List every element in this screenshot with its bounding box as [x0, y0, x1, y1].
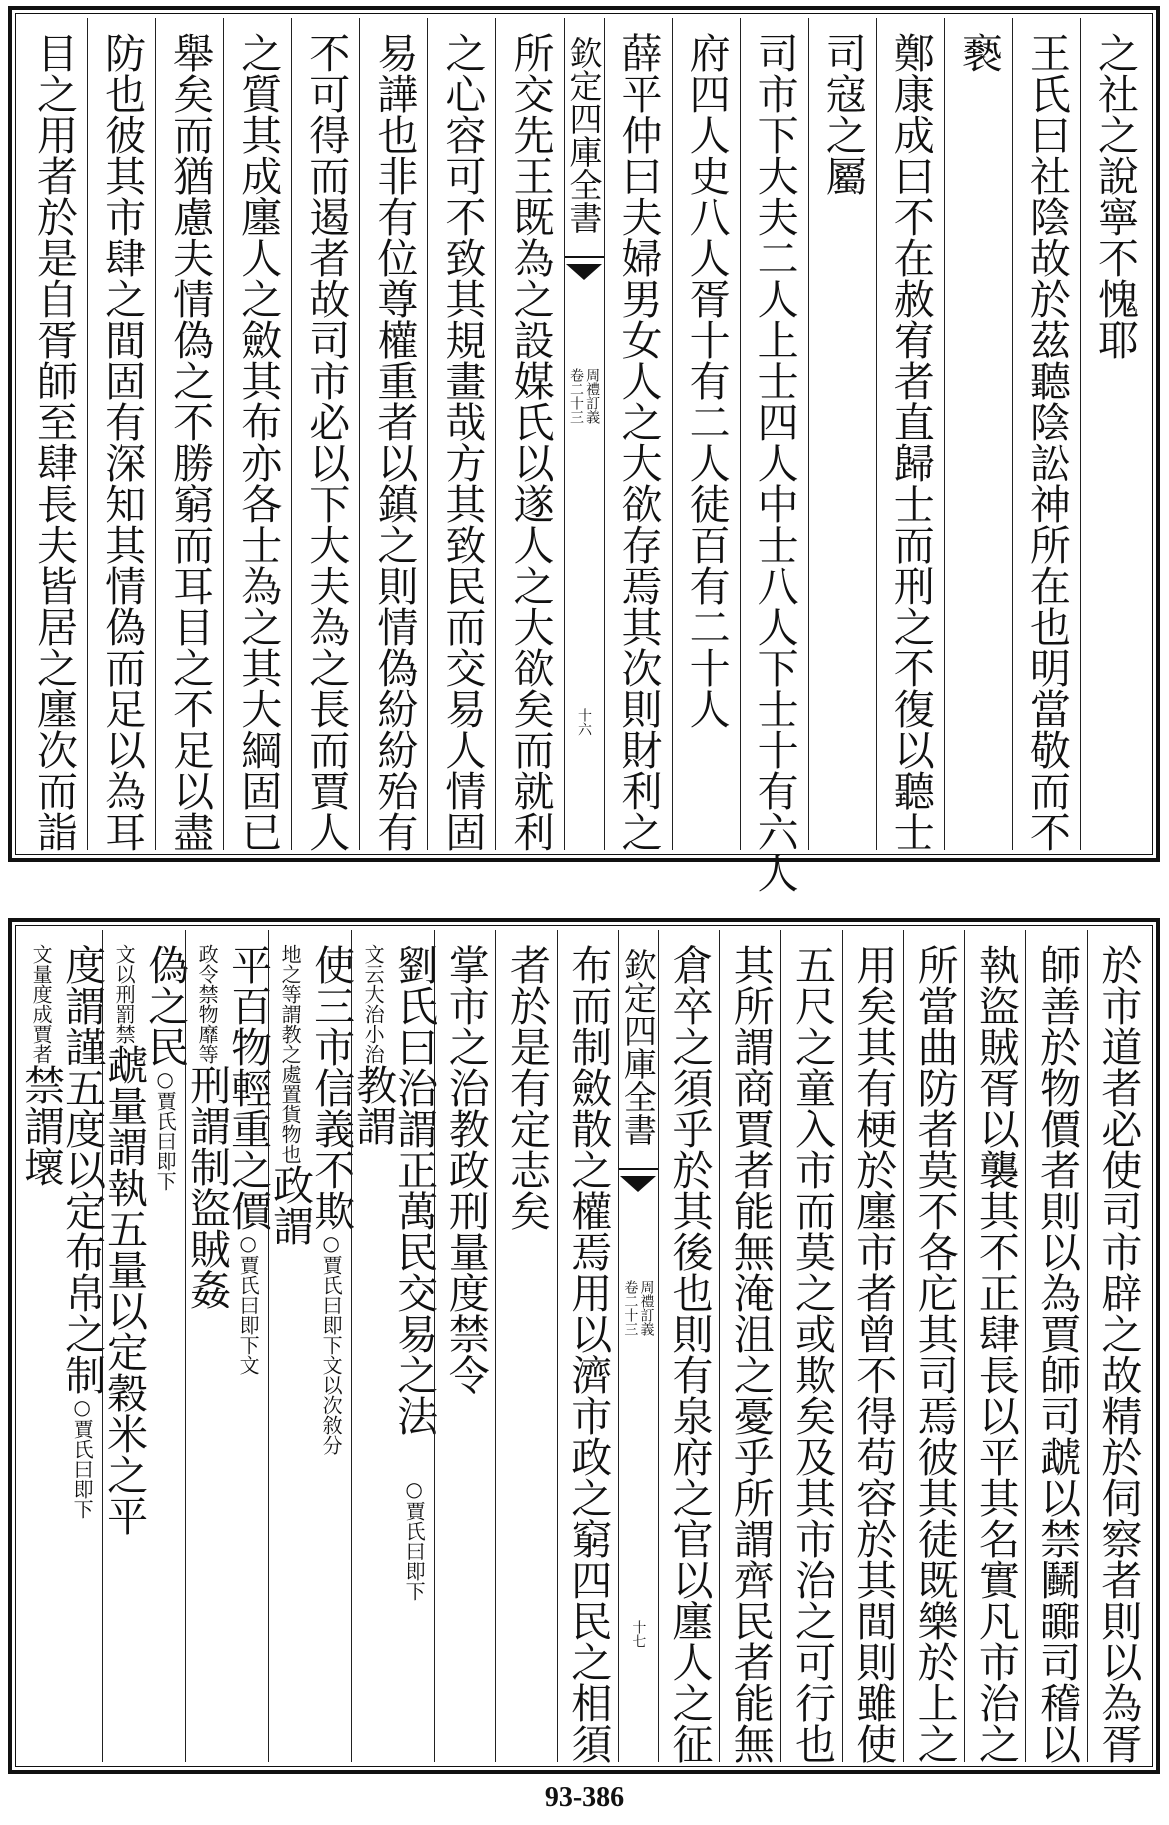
text-column: 掌市之治教政刑量度禁令: [434, 930, 495, 1762]
divider: [619, 1168, 658, 1170]
text-column: 者於是有定志矣: [495, 930, 556, 1762]
text-column: 鄭康成曰不在赦宥者直歸士而刑之不復以聽士: [876, 18, 944, 850]
text-column: 劉氏曰治謂正萬民交易之法○賈氏曰即下 文云大治小治教謂: [351, 930, 434, 1762]
leaf-number: 十七: [630, 1620, 647, 1648]
text-column: 之心容可不致其規畫哉方其致民而交易人情固: [427, 18, 495, 850]
page-footer-number: 93-386: [544, 1782, 625, 1813]
text-column: 倉卒之須乎於其後也則有泉府之官以廛人之征: [658, 930, 719, 1762]
text-column: 偽之民○賈氏曰即下 文以刑罰禁虣量謂執五量以定穀米之平: [102, 930, 185, 1762]
center-fold-column: [618, 930, 658, 1762]
text-column: 之質其成廛人之斂其布亦各士為之其大綱固已: [223, 18, 291, 850]
text-column: 易譁也非有位尊權重者以鎮之則情偽紛紛殆有: [359, 18, 427, 850]
text-column: 王氏曰社陰故於茲聽陰訟神所在也明當敬而不: [1012, 18, 1080, 850]
text-column: 府四人史八人胥十有二人徒百有二十人: [672, 18, 740, 850]
text-column: 所當曲防者莫不各庀其司焉彼其徒既樂於上之: [903, 930, 964, 1762]
collection-title: 欽定四庫全書: [618, 948, 658, 1146]
text-column: 褻: [944, 18, 1012, 850]
text-column: 師善於物價者則以為賈師司虣以禁鬭嚻司稽以: [1025, 930, 1086, 1762]
leaf-number: 十六: [576, 708, 592, 736]
upper-page-columns: [20, 18, 1148, 893]
upper-page: [8, 6, 1160, 893]
center-fold-column: [564, 18, 604, 850]
text-column: 目之用者於是自胥師至肆長夫皆居之廛次而詣: [30, 32, 79, 852]
text-column: 司市下大夫二人上士四人中士八人下士十有六人: [740, 18, 808, 850]
commentary-note: ○賈氏曰即下 文以刑罰禁: [112, 944, 178, 1191]
text-column: 其所謂商賈者能無淹沮之憂乎所謂齊民者能無: [719, 930, 780, 1762]
fishtail-ornament-icon: [566, 264, 602, 280]
text-column: 布而制斂散之權焉用以濟市政之窮四民之相須: [557, 930, 618, 1762]
book-volume-label: 周禮訂義 卷二十三: [622, 1280, 655, 1336]
collection-title: 欽定四庫全書: [564, 36, 604, 234]
commentary-note: ○賈氏曰即下文以次敘分 地之等謂教之處置貨物也: [278, 944, 344, 1455]
lower-page-columns: [17, 930, 1148, 1764]
commentary-note: ○賈氏曰即下文 政令禁物靡等: [195, 944, 261, 1375]
text-column: 平百物輕重之價○賈氏曰即下文 政令禁物靡等刑謂制盜賊姦: [185, 930, 268, 1762]
commentary-note: ○賈氏曰即下 文云大治小治: [361, 944, 427, 1601]
lower-page: [8, 918, 1160, 1774]
text-column: 度謂謹五度以定布帛之制○賈氏曰即下 文量度成賈者禁謂壞: [17, 944, 107, 1519]
fishtail-ornament-icon: [620, 1176, 656, 1192]
text-column: 司寇之屬: [808, 18, 876, 850]
text-column: 薛平仲曰夫婦男女人之大欲存焉其次則財利之: [604, 18, 672, 850]
text-column: 之社之說寧不愧耶: [1080, 18, 1148, 850]
divider: [565, 256, 604, 258]
text-column: 五尺之童入市而莫之或欺矣及其市治之可行也: [780, 930, 841, 1762]
text-column: 執盜賊胥以襲其不正肆長以平其名實凡市治之: [964, 930, 1025, 1762]
book-volume-label: 周禮訂義 卷二十三: [568, 368, 601, 424]
text-column: 防也彼其市肆之間固有深知其情偽而足以為耳: [87, 18, 155, 850]
text-column: 用矣其有梗於廛市者曾不得苟容於其間則雖使: [842, 930, 903, 1762]
text-column: 使三市信義不欺○賈氏曰即下文以次敘分 地之等謂教之處置貨物也政謂: [268, 930, 351, 1762]
commentary-note: ○賈氏曰即下 文量度成賈者: [29, 944, 95, 1519]
text-column: 於市道者必使司市辟之故精於伺察者則以為胥: [1087, 930, 1148, 1762]
text-column: 舉矣而猶慮夫情偽之不勝窮而耳目之不足以盡: [155, 18, 223, 850]
text-column: 所交先王既為之設媒氏以遂人之大欲矣而就利: [495, 18, 563, 850]
text-column: 不可得而遏者故司市必以下大夫為之長而賈人: [291, 18, 359, 850]
